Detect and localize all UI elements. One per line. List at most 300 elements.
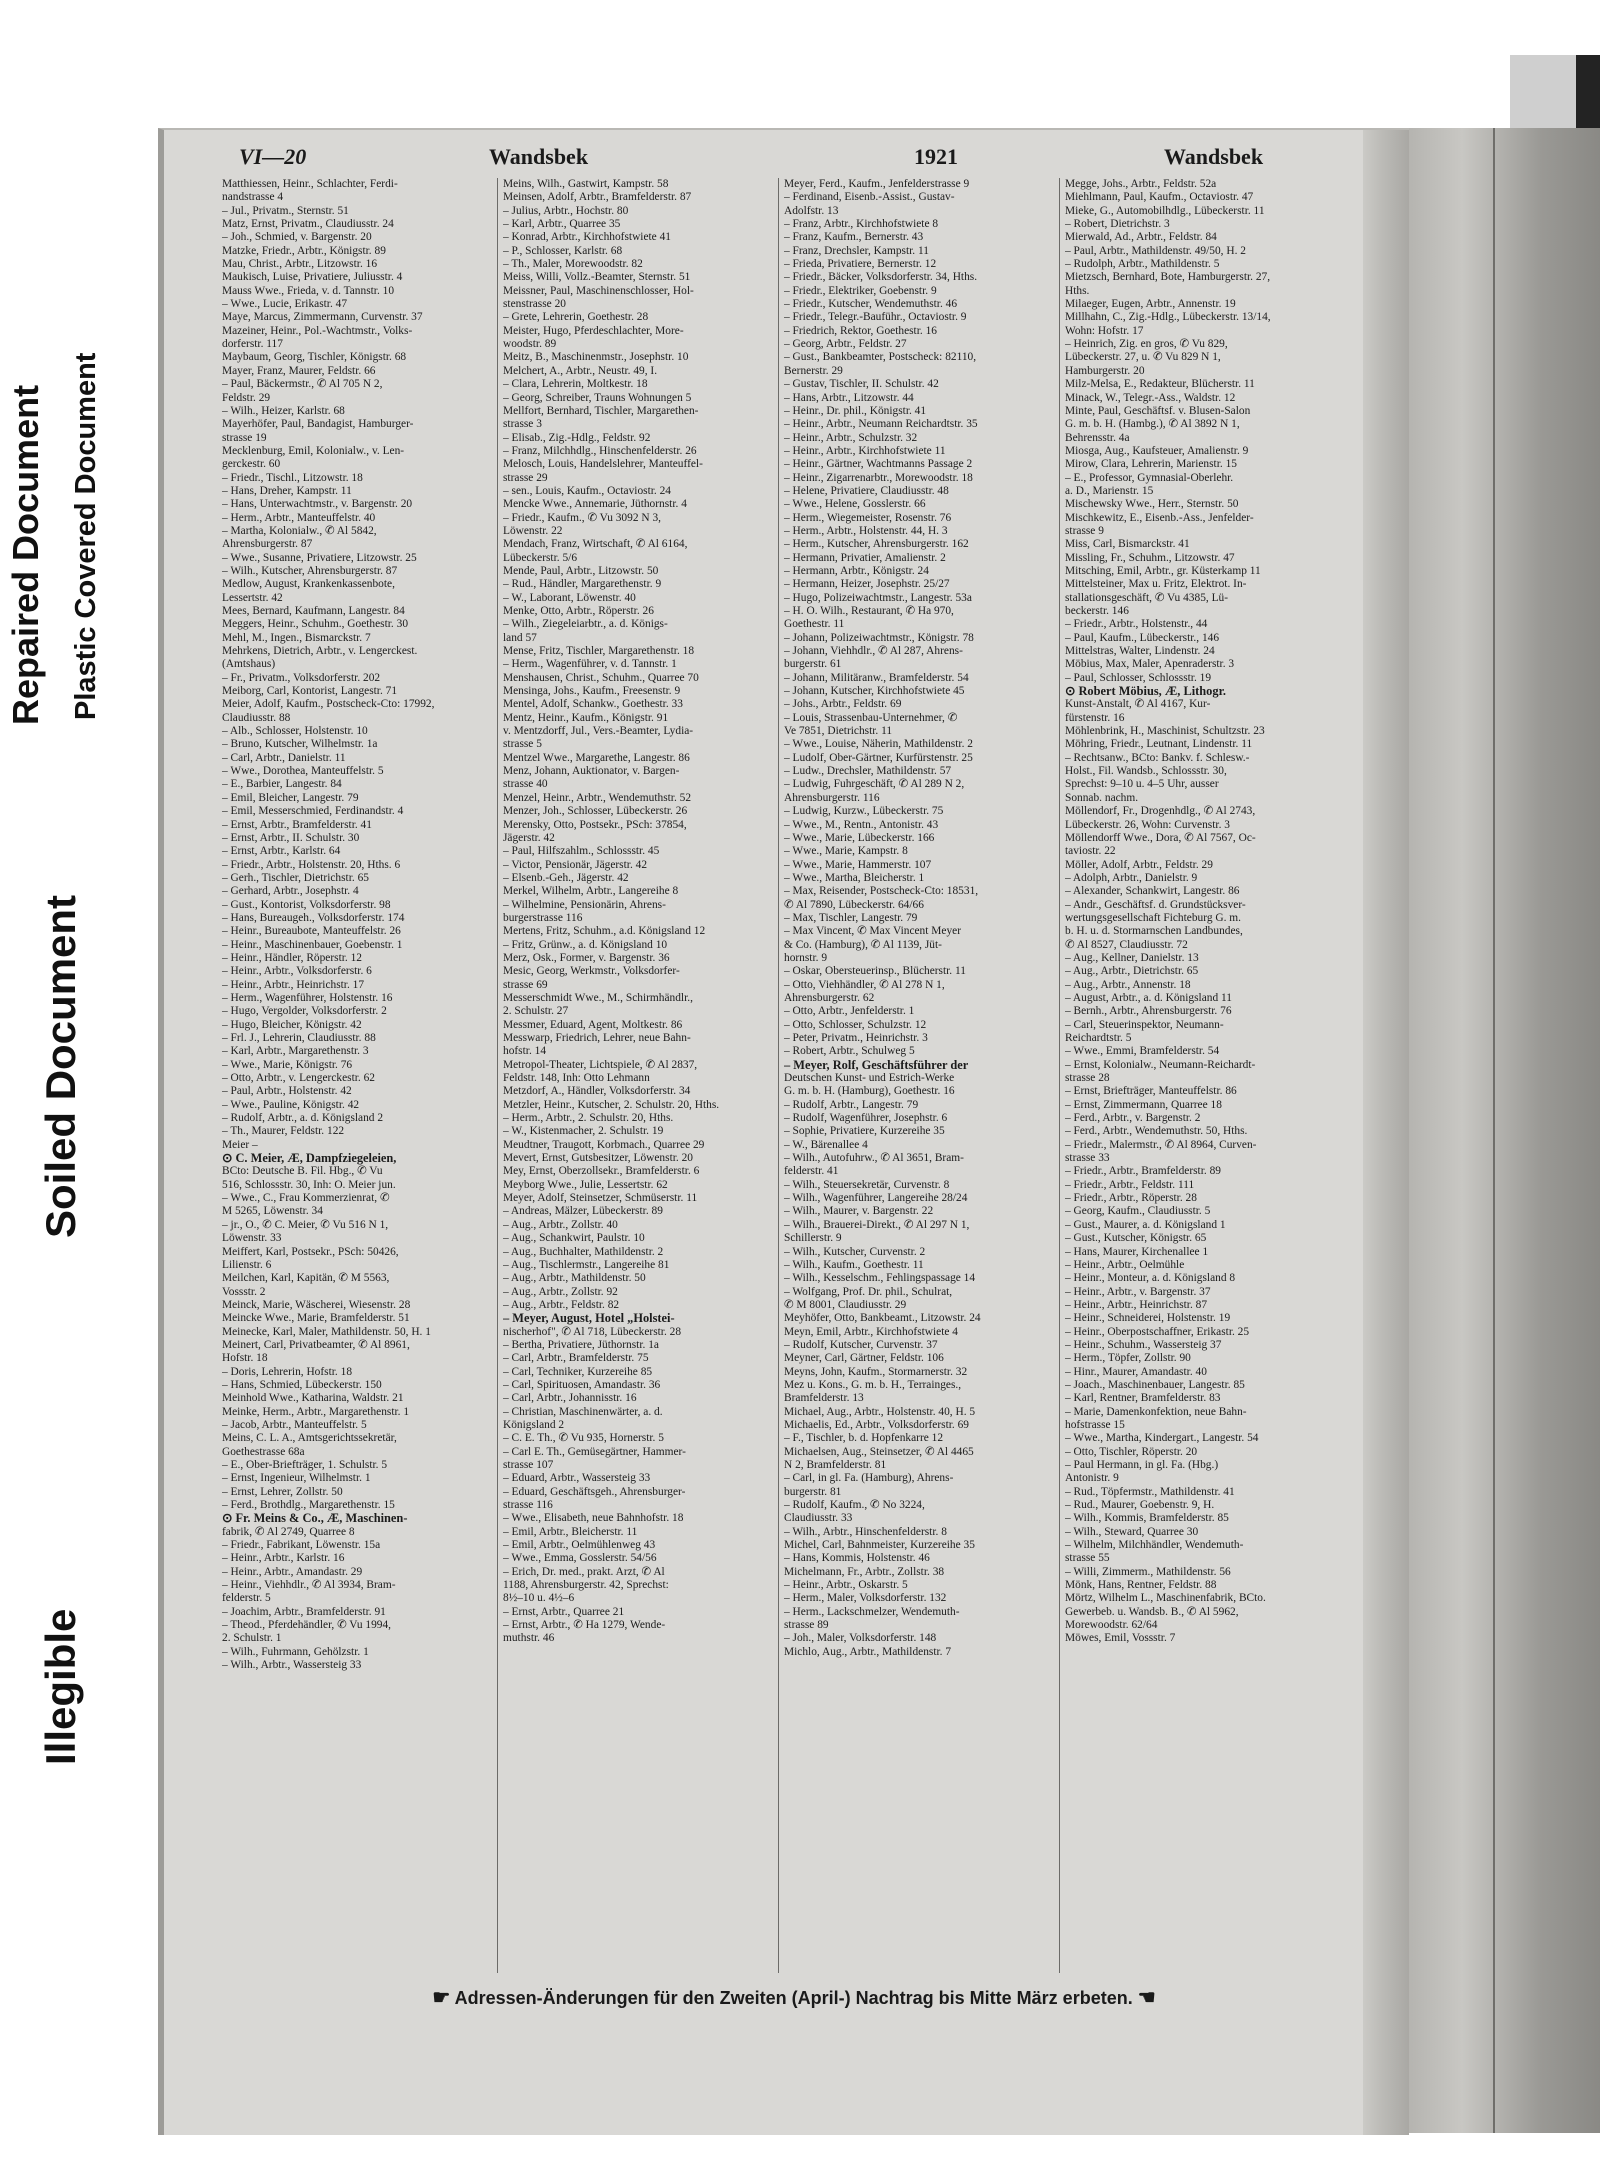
directory-entry-line: – Rechtsanw., BCto: Bankv. f. Schlesw.- bbox=[1065, 751, 1250, 764]
directory-entry-line: – Johann, Militäranw., Bramfelderstr. 54 bbox=[784, 671, 969, 684]
directory-entry-line: – W., Bärenallee 4 bbox=[784, 1138, 868, 1151]
directory-entry-line: – Herm., Maler, Volksdorferstr. 132 bbox=[784, 1592, 947, 1605]
directory-entry-line: – Hans, Kommis, Holstenstr. 46 bbox=[784, 1552, 930, 1565]
directory-entry-line: – Doris, Lehrerin, Hofstr. 18 bbox=[222, 1365, 353, 1378]
directory-entry-line: Meissner, Paul, Maschinenschlosser, Hol- bbox=[503, 284, 694, 297]
directory-entry-line: – Ferd., Arbtr., Wendemuthstr. 50, Hths. bbox=[1065, 1125, 1248, 1138]
directory-column-2 bbox=[503, 178, 771, 1973]
directory-entry-line: – jr., O., ✆ C. Meier, ✆ Vu 516 N 1, bbox=[222, 1218, 389, 1231]
directory-entry-line: – Gerhard, Arbtr., Josephstr. 4 bbox=[222, 885, 359, 898]
directory-entry-line: – Hans, Arbtr., Litzowstr. 44 bbox=[784, 391, 914, 404]
directory-entry-line: – Gust., Kontorist, Volksdorferstr. 98 bbox=[222, 898, 391, 911]
directory-entry-line: – W., Kistenmacher, 2. Schulstr. 19 bbox=[503, 1125, 664, 1138]
directory-entry-line: – Wwe., Marie, Königstr. 76 bbox=[222, 1058, 353, 1071]
directory-entry-line: Meudtner, Traugott, Korbmach., Quarree 29 bbox=[503, 1138, 705, 1151]
directory-entry-line: – W., Laborant, Löwenstr. 40 bbox=[503, 591, 636, 604]
directory-entry-line: Möllendorff Wwe., Dora, ✆ Al 7567, Oc- bbox=[1065, 831, 1256, 844]
directory-entry-line: – P., Schlosser, Karlstr. 68 bbox=[503, 244, 623, 257]
directory-entry-line: – E., Professor, Gymnasial-Oberlehr. bbox=[1065, 471, 1234, 484]
directory-entry-line: ⊙ C. Meier, Æ, Dampfziegeleien, bbox=[222, 1152, 397, 1166]
directory-entry-line: Mentzel Wwe., Margarethe, Langestr. 86 bbox=[503, 751, 690, 764]
directory-entry-line: – Gust., Kutscher, Königstr. 65 bbox=[1065, 1232, 1207, 1245]
directory-entry-line: – Konrad, Arbtr., Kirchhofstwiete 41 bbox=[503, 231, 671, 244]
directory-entry-line: Meins, C. L. A., Amtsgerichtssekretär, bbox=[222, 1432, 397, 1445]
directory-entry-line: Meins, Wilh., Gastwirt, Kampstr. 58 bbox=[503, 178, 669, 190]
directory-entry-line: Melosch, Louis, Handelslehrer, Manteuffel- bbox=[503, 458, 703, 471]
directory-entry-line: Mesic, Georg, Werkmstr., Volksdorfer- bbox=[503, 965, 680, 978]
directory-entry-line: – Ferdinand, Eisenb.-Assist., Gustav- bbox=[784, 191, 955, 204]
directory-entry-line: – Wwe., Susanne, Privatiere, Litzowstr. 25 bbox=[222, 551, 417, 564]
directory-entry-line: Mau, Christ., Arbtr., Litzowstr. 16 bbox=[222, 258, 378, 271]
directory-entry-line: Mönk, Hans, Rentner, Feldstr. 88 bbox=[1065, 1579, 1217, 1592]
directory-entry-line: strasse 19 bbox=[222, 431, 267, 444]
directory-entry-line: Mense, Fritz, Tischler, Margarethenstr. 18 bbox=[503, 645, 695, 658]
directory-entry-line: – Robert, Arbtr., Schulweg 5 bbox=[784, 1045, 915, 1058]
directory-entry-line: Merz, Osk., Former, v. Bargenstr. 36 bbox=[503, 951, 670, 964]
header-place-left: Wandsbek bbox=[489, 144, 589, 169]
column-divider bbox=[1059, 178, 1060, 1973]
directory-entry-line: Meyhöfer, Otto, Bankbeamt., Litzowstr. 24 bbox=[784, 1312, 981, 1325]
directory-entry-line: – Wwe., Marie, Lübeckerstr. 166 bbox=[784, 831, 935, 844]
directory-entry-line: Michaelis, Ed., Arbtr., Volksdorferstr. 69 bbox=[784, 1418, 969, 1431]
directory-entry-line: – Robert, Dietrichstr. 3 bbox=[1065, 218, 1170, 231]
directory-entry-line: – Heinr., Arbtr., Karlstr. 16 bbox=[222, 1552, 345, 1565]
directory-entry-line: – Julius, Arbtr., Hochstr. 80 bbox=[503, 204, 629, 217]
directory-entry-line: BCto: Deutsche B. Fil. Hbg., ✆ Vu bbox=[222, 1165, 383, 1178]
directory-entry-line: – Friedr., Elektriker, Goebenstr. 9 bbox=[784, 284, 937, 297]
directory-entry-line: strasse 40 bbox=[503, 778, 548, 791]
scan-label-illegible: Illegible bbox=[37, 1608, 84, 1765]
directory-entry-line: beckerstr. 146 bbox=[1065, 605, 1129, 617]
directory-entry-line: strasse 55 bbox=[1065, 1552, 1110, 1565]
directory-entry-line: – Heinr., Schuhm., Wassersteig 37 bbox=[1065, 1338, 1222, 1351]
directory-entry-line: – Emil, Arbtr., Bleicherstr. 11 bbox=[503, 1525, 638, 1538]
directory-entry-line: – Franz, Kaufm., Bernerstr. 43 bbox=[784, 231, 924, 244]
directory-entry-line: – Adolph, Arbtr., Danielstr. 9 bbox=[1065, 871, 1198, 884]
directory-entry-line: – Carl, Techniker, Kurzereihe 85 bbox=[503, 1365, 653, 1378]
directory-entry-line: 2. Schulstr. 1 bbox=[222, 1632, 282, 1645]
header-year: 1921 bbox=[914, 144, 958, 169]
directory-entry-line: Goethestr. 11 bbox=[784, 618, 845, 631]
directory-entry-line: – Aug., Arbtr., Zollstr. 40 bbox=[503, 1218, 618, 1231]
directory-entry-line: Maybaum, Georg, Tischler, Königstr. 68 bbox=[222, 351, 407, 364]
scan-label-repaired: Repaired Document bbox=[5, 384, 46, 725]
directory-entry-line: – Rudolf, Kaufm., ✆ No 3224, bbox=[784, 1499, 925, 1512]
directory-entry-line: – Heinr., Arbtr., Oskarstr. 5 bbox=[784, 1579, 908, 1592]
directory-entry-line: – Georg, Schreiber, Trauns Wohnungen 5 bbox=[503, 391, 692, 404]
directory-entry-line: Metzler, Heinr., Kutscher, 2. Schulstr. 20, Hths. bbox=[503, 1098, 720, 1111]
directory-entry-line: Missling, Fr., Schuhm., Litzowstr. 47 bbox=[1065, 551, 1235, 564]
directory-entry-line: burgerstr. 81 bbox=[784, 1485, 842, 1498]
directory-entry-line: (Amtshaus) bbox=[222, 658, 276, 671]
directory-entry-line: Mieke, G., Automobilhdlg., Lübeckerstr. 11 bbox=[1065, 204, 1265, 217]
directory-entry-line: – Otto, Tischler, Röperstr. 20 bbox=[1065, 1445, 1198, 1458]
directory-entry-line: Adolfstr. 13 bbox=[784, 204, 839, 217]
directory-entry-line: Meiborg, Carl, Kontorist, Langestr. 71 bbox=[222, 685, 398, 698]
directory-entry-line: Mayer, Franz, Maurer, Feldstr. 66 bbox=[222, 364, 376, 377]
directory-column-3 bbox=[784, 178, 1052, 1973]
directory-entry-line: – Heinr., Arbtr., Schulzstr. 32 bbox=[784, 431, 918, 444]
directory-entry-line: – Carl, Spirituosen, Amandastr. 36 bbox=[503, 1378, 661, 1391]
directory-entry-line: – Ernst, Arbtr., Quarree 21 bbox=[503, 1605, 625, 1618]
directory-entry-line: – Wilh., Arbtr., Hinschenfelderstr. 8 bbox=[784, 1525, 947, 1538]
directory-entry-line: – Ferd., Arbtr., v. Bargenstr. 2 bbox=[1065, 1112, 1201, 1125]
directory-entry-line: – Fritz, Grünw., a. d. Königsland 10 bbox=[503, 938, 668, 951]
directory-entry-line: Meilchen, Karl, Kapitän, ✆ M 5563, bbox=[222, 1272, 390, 1285]
directory-entry-line: Holst., Fil. Wandsb., Schlossstr. 30, bbox=[1065, 765, 1227, 778]
directory-entry-line: – Georg, Arbtr., Feldstr. 27 bbox=[784, 338, 907, 351]
directory-entry-line: – Friedr., Arbtr., Röperstr. 28 bbox=[1065, 1192, 1197, 1205]
directory-entry-line: Meincke Wwe., Marie, Bramfelderstr. 51 bbox=[222, 1312, 410, 1325]
directory-entry-line: Hofstr. 18 bbox=[222, 1352, 268, 1365]
directory-entry-line: – Friedr., Arbtr., Bramfelderstr. 89 bbox=[1065, 1165, 1221, 1178]
directory-entry-line: Meyn, Emil, Arbtr., Kirchhofstwiete 4 bbox=[784, 1325, 958, 1338]
directory-entry-line: – Joach., Maschinenbauer, Langestr. 85 bbox=[1065, 1378, 1245, 1391]
directory-entry-line: – Wwe., Elisabeth, neue Bahnhofstr. 18 bbox=[503, 1512, 684, 1525]
directory-entry-line: Minack, W., Telegr.-Ass., Waldstr. 12 bbox=[1065, 391, 1236, 404]
book-gutter bbox=[1403, 128, 1600, 2133]
directory-entry-line: – Jacob, Arbtr., Manteuffelstr. 5 bbox=[222, 1418, 367, 1431]
directory-entry-line: – Heinr., Arbtr., Heinrichstr. 17 bbox=[222, 978, 365, 991]
directory-entry-line: – Hans, Bureaugeh., Volksdorferstr. 174 bbox=[222, 911, 405, 924]
directory-entry-line: – Wilh., Autofuhrw., ✆ Al 3651, Bram- bbox=[784, 1152, 964, 1165]
directory-entry-line: – Max, Reisender, Postscheck-Cto: 18531, bbox=[784, 885, 979, 898]
directory-entry-line: woodstr. 89 bbox=[503, 338, 557, 351]
directory-entry-line: strasse 5 bbox=[503, 738, 542, 751]
directory-entry-line: – Grete, Lehrerin, Goethestr. 28 bbox=[503, 311, 649, 324]
directory-entry-line: – Johann, Viehhdlr., ✆ Al 287, Ahrens- bbox=[784, 645, 963, 658]
directory-entry-line: – Johs., Arbtr., Feldstr. 69 bbox=[784, 698, 902, 711]
directory-entry-line: Behrensstr. 4a bbox=[1065, 431, 1130, 444]
directory-entry-line: & Co. (Hamburg), ✆ Al 1139, Jüt- bbox=[784, 938, 942, 951]
directory-entry-line: Millhahn, C., Zig.-Hdlg., Lübeckerstr. 13/14, bbox=[1065, 311, 1271, 324]
directory-entry-line: – Fr., Privatm., Volksdorferstr. 202 bbox=[222, 671, 381, 684]
directory-entry-line: – Oskar, Obersteuerinsp., Blücherstr. 11 bbox=[784, 965, 966, 978]
directory-entry-line: Ahrensburgerstr. 87 bbox=[222, 538, 313, 551]
directory-entry-line: 516, Schlossstr. 30, Inh: O. Meier jun. bbox=[222, 1178, 396, 1191]
directory-entry-line: Merkel, Wilhelm, Arbtr., Langereihe 8 bbox=[503, 885, 679, 898]
directory-entry-line: – Hugo, Vergolder, Volksdorferstr. 2 bbox=[222, 1005, 387, 1018]
directory-entry-line: – Gust., Maurer, a. d. Königsland 1 bbox=[1065, 1218, 1226, 1231]
directory-entry-line: Meinert, Carl, Privatbeamter, ✆ Al 8961, bbox=[222, 1338, 410, 1351]
directory-entry-line: – Paul, Arbtr., Holstenstr. 42 bbox=[222, 1085, 352, 1098]
directory-entry-line: M 5265, Löwenstr. 34 bbox=[222, 1205, 323, 1218]
directory-entry-line: – Wilh., Steward, Quarree 30 bbox=[1065, 1525, 1199, 1538]
directory-entry-line: – Martha, Kolonialw., ✆ Al 5842, bbox=[222, 524, 377, 537]
directory-entry-line: Menz, Johann, Auktionator, v. Bargen- bbox=[503, 765, 680, 778]
directory-entry-line: Reichardtstr. 5 bbox=[1065, 1032, 1132, 1044]
directory-entry-line: – Wwe., Louise, Näherin, Mathildenstr. 2 bbox=[784, 738, 973, 751]
directory-entry-line: – Emil, Arbtr., Oelmühlenweg 43 bbox=[503, 1539, 656, 1552]
directory-entry-line: Mayerhöfer, Paul, Bandagist, Hamburger- bbox=[222, 418, 414, 431]
directory-entry-line: – Friedr., Telegr.-Bauführ., Octaviostr. 9 bbox=[784, 311, 967, 324]
directory-entry-line: – August, Arbtr., a. d. Königsland 11 bbox=[1065, 991, 1232, 1004]
directory-entry-line: – Helene, Privatiere, Claudiusstr. 48 bbox=[784, 484, 949, 497]
directory-entry-line: Morewoodstr. 62/64 bbox=[1065, 1619, 1158, 1632]
directory-entry-line: Maye, Marcus, Zimmermann, Curvenstr. 37 bbox=[222, 311, 423, 324]
directory-entry-line: – Ernst, Ingenieur, Wilhelmstr. 1 bbox=[222, 1472, 371, 1485]
directory-entry-line: Meiss, Willi, Vollz.-Beamter, Sternstr. 51 bbox=[503, 271, 691, 284]
directory-entry-line: – Gust., Bankbeamter, Postscheck: 82110, bbox=[784, 351, 977, 364]
directory-entry-line: Mellfort, Bernhard, Tischler, Margarethen- bbox=[503, 404, 699, 417]
directory-page bbox=[158, 128, 1409, 2135]
directory-entry-line: Feldstr. 29 bbox=[222, 391, 271, 404]
page-footer-notice bbox=[344, 1985, 1244, 2011]
directory-entry-line: Meitz, B., Maschinenmstr., Josephstr. 10 bbox=[503, 351, 689, 364]
directory-entry-line: – Friedr., Arbtr., Feldstr. 111 bbox=[1065, 1178, 1195, 1191]
directory-entry-line: Mittelsteiner, Max u. Fritz, Elektrot. In- bbox=[1065, 578, 1247, 591]
directory-entry-line: Michel, Carl, Bahnmeister, Kurzereihe 35 bbox=[784, 1539, 975, 1552]
directory-entry-line: strasse 29 bbox=[503, 471, 548, 484]
directory-entry-line: – Paul, Kaufm., Lübeckerstr., 146 bbox=[1065, 631, 1220, 644]
directory-entry-line: Goethestrasse 68a bbox=[222, 1445, 305, 1458]
directory-entry-line: Menzel, Heinr., Arbtr., Wendemuthstr. 52 bbox=[503, 791, 692, 804]
directory-entry-line: – Wwe., Emmi, Bramfelderstr. 54 bbox=[1065, 1045, 1220, 1058]
directory-entry-line: – Aug., Arbtr., Zollstr. 92 bbox=[503, 1285, 618, 1298]
directory-entry-line: Bramfelderstr. 13 bbox=[784, 1392, 864, 1405]
directory-entry-line: 2. Schulstr. 27 bbox=[503, 1005, 569, 1018]
directory-entry-line: – Meyer, Rolf, Geschäftsführer der bbox=[784, 1058, 969, 1072]
directory-entry-line: v. Mentzdorff, Jul., Vers.-Beamter, Lydia- bbox=[503, 725, 694, 738]
directory-entry-line: Megge, Johs., Arbtr., Feldstr. 52a bbox=[1065, 178, 1217, 190]
directory-entry-line: felderstr. 41 bbox=[784, 1165, 839, 1178]
page-header bbox=[239, 144, 1329, 174]
directory-entry-line: Meyborg Wwe., Julie, Lessertstr. 62 bbox=[503, 1178, 668, 1191]
directory-entry-line: – Andreas, Mälzer, Lübeckerstr. 89 bbox=[503, 1205, 663, 1218]
directory-entry-line: – Ferd., Brothdlg., Margarethenstr. 15 bbox=[222, 1499, 395, 1512]
directory-entry-line: – Joh., Schmied, v. Bargenstr. 20 bbox=[222, 231, 372, 244]
directory-entry-line: Mischewsky Wwe., Herr., Sternstr. 50 bbox=[1065, 498, 1239, 511]
directory-entry-line: – Victor, Pensionär, Jägerstr. 42 bbox=[503, 858, 648, 871]
directory-entry-line: – Jul., Privatm., Sternstr. 51 bbox=[222, 204, 349, 217]
directory-entry-line: – Th., Maler, Morewoodstr. 82 bbox=[503, 258, 643, 271]
directory-entry-line: – Heinr., Monteur, a. d. Königsland 8 bbox=[1065, 1272, 1236, 1285]
directory-entry-line: Michael, Aug., Arbtr., Holstenstr. 40, H. 5 bbox=[784, 1405, 976, 1418]
directory-entry-line: Michaelsen, Aug., Steinsetzer, ✆ Al 4465 bbox=[784, 1445, 974, 1458]
directory-entry-line: – Th., Maurer, Feldstr. 122 bbox=[222, 1125, 345, 1138]
directory-entry-line: – Frieda, Privatiere, Bernerstr. 12 bbox=[784, 258, 937, 271]
directory-entry-line: – Wilh., Heizer, Karlstr. 68 bbox=[222, 404, 345, 417]
directory-entry-line: – Theod., Pferdehändler, ✆ Vu 1994, bbox=[222, 1619, 392, 1632]
directory-entry-line: – Wilhelm, Milchhändler, Wendemuth- bbox=[1065, 1539, 1244, 1552]
directory-entry-line: Feldstr. 148, Inh: Otto Lehmann bbox=[503, 1072, 650, 1085]
column-divider bbox=[497, 178, 498, 1973]
directory-entry-line: hornstr. 9 bbox=[784, 951, 828, 964]
directory-entry-line: – Wilh., Kutscher, Ahrensburgerstr. 87 bbox=[222, 564, 398, 577]
directory-entry-line: Merensky, Otto, Postsekr., PSch: 37854, bbox=[503, 818, 687, 831]
directory-entry-line: b. H. u. d. Stormarnschen Landbundes, bbox=[1065, 925, 1243, 938]
directory-entry-line: – Wwe., Dorothea, Manteuffelstr. 5 bbox=[222, 765, 384, 778]
directory-entry-line: Sonnab. nachm. bbox=[1065, 791, 1139, 804]
column-divider bbox=[778, 178, 779, 1973]
directory-entry-line: – Rud., Töpfermstr., Mathildenstr. 41 bbox=[1065, 1485, 1235, 1498]
directory-entry-line: Mierwald, Ad., Arbtr., Feldstr. 84 bbox=[1065, 231, 1217, 244]
directory-entry-line: Meyer, Adolf, Steinsetzer, Schmüserstr. 11 bbox=[503, 1192, 698, 1205]
directory-entry-line: – Friedr., Fabrikant, Löwenstr. 15a bbox=[222, 1539, 381, 1552]
directory-entry-line: – Louis, Strassenbau-Unternehmer, ✆ bbox=[784, 711, 958, 724]
directory-entry-line: Mittelstras, Walter, Lindenstr. 24 bbox=[1065, 645, 1215, 658]
directory-entry-line: hofstrasse 15 bbox=[1065, 1418, 1125, 1431]
directory-entry-line: – Heinr., Zigarrenarbtr., Morewoodstr. 18 bbox=[784, 471, 973, 484]
directory-entry-line: strasse 116 bbox=[503, 1499, 553, 1512]
directory-entry-line: G. m. b. H. (Hamburg), Goethestr. 16 bbox=[784, 1085, 955, 1098]
directory-entry-line: Meier – bbox=[222, 1138, 258, 1151]
directory-entry-line: – Herm., Arbtr., Holstenstr. 44, H. 3 bbox=[784, 524, 948, 537]
directory-entry-line: – Erich, Dr. med., prakt. Arzt, ✆ Al bbox=[503, 1565, 665, 1578]
directory-entry-line: ⊙ Robert Möbius, Æ, Lithogr. bbox=[1065, 685, 1227, 699]
directory-entry-line: burgerstr. 61 bbox=[784, 658, 842, 671]
directory-entry-line: – Franz, Arbtr., Kirchhofstwiete 8 bbox=[784, 218, 939, 231]
directory-entry-line: strasse 89 bbox=[784, 1619, 829, 1632]
directory-entry-line: – Wwe., Martha, Bleicherstr. 1 bbox=[784, 871, 925, 884]
directory-entry-line: – Paul, Hilfszahlm., Schlossstr. 45 bbox=[503, 845, 660, 858]
directory-entry-line: Königsland 2 bbox=[503, 1418, 565, 1431]
directory-entry-line: Michlo, Aug., Arbtr., Mathildenstr. 7 bbox=[784, 1645, 952, 1658]
directory-entry-line: strasse 107 bbox=[503, 1459, 554, 1471]
directory-entry-line: – Friedr., Tischl., Litzowstr. 18 bbox=[222, 471, 363, 484]
directory-entry-line: – Karl, Arbtr., Quarree 35 bbox=[503, 218, 621, 231]
directory-entry-line: Claudiusstr. 88 bbox=[222, 711, 291, 724]
directory-entry-line: – Wwe., Emma, Gosslerstr. 54/56 bbox=[503, 1552, 657, 1565]
directory-entry-line: Mentel, Adolf, Schankw., Goethestr. 33 bbox=[503, 698, 683, 711]
directory-entry-line: Meinhold Wwe., Katharina, Waldstr. 21 bbox=[222, 1392, 404, 1405]
directory-entry-line: – Paul, Bäckermstr., ✆ Al 705 N 2, bbox=[222, 378, 383, 391]
directory-entry-line: Matthiessen, Heinr., Schlachter, Ferdi- bbox=[222, 178, 398, 190]
directory-entry-line: Möller, Adolf, Arbtr., Feldstr. 29 bbox=[1065, 858, 1213, 871]
directory-entry-line: strasse 28 bbox=[1065, 1072, 1110, 1085]
directory-entry-line: – Heinr., Maschinenbauer, Goebenstr. 1 bbox=[222, 938, 403, 951]
directory-entry-line: – F., Tischler, b. d. Hopfenkarre 12 bbox=[784, 1432, 944, 1445]
directory-entry-line: – Heinr., Arbtr., Neumann Reichardtstr. 35 bbox=[784, 418, 978, 431]
directory-entry-line: – Hugo, Polizeiwachtmstr., Langestr. 53a bbox=[784, 591, 972, 604]
directory-entry-line: – Heinr., Gärtner, Wachtmanns Passage 2 bbox=[784, 458, 973, 471]
directory-entry-line: – Johann, Polizeiwachtmstr., Königstr. 78 bbox=[784, 631, 974, 644]
directory-entry-line: – Gustav, Tischler, II. Schulstr. 42 bbox=[784, 378, 939, 391]
directory-entry-line: – Ludw., Drechsler, Mathildenstr. 57 bbox=[784, 765, 952, 778]
directory-entry-line: – Aug., Tischlermstr., Langereihe 81 bbox=[503, 1258, 670, 1271]
directory-entry-line: – Wilh., Kutscher, Curvenstr. 2 bbox=[784, 1245, 926, 1258]
directory-entry-line: – Gerh., Tischler, Dietrichstr. 65 bbox=[222, 871, 369, 884]
directory-entry-line: – Aug., Arbtr., Mathildenstr. 50 bbox=[503, 1272, 646, 1285]
directory-entry-line: – Wilh., Arbtr., Wassersteig 33 bbox=[222, 1659, 362, 1672]
directory-entry-line: – Heinr., Arbtr., Kirchhofstwiete 11 bbox=[784, 444, 946, 457]
directory-entry-line: G. m. b. H. (Hambg.), ✆ Al 3892 N 1, bbox=[1065, 418, 1240, 431]
directory-entry-line: ✆ M 8001, Claudiusstr. 29 bbox=[784, 1298, 907, 1311]
directory-entry-line: – Carl, Arbtr., Johannisstr. 16 bbox=[503, 1392, 637, 1405]
directory-entry-line: – Peter, Privatm., Heinrichstr. 3 bbox=[784, 1032, 928, 1044]
directory-entry-line: – Aug., Schankwirt, Paulstr. 10 bbox=[503, 1232, 645, 1245]
directory-entry-line: – Heinr., Arbtr., Oelmühle bbox=[1065, 1258, 1185, 1271]
directory-entry-line: – Paul, Schlosser, Schlossstr. 19 bbox=[1065, 671, 1212, 684]
directory-entry-line: – Heinr., Händler, Röperstr. 12 bbox=[222, 951, 363, 964]
directory-entry-line: – Wwe., Martha, Kindergart., Langestr. 54 bbox=[1065, 1432, 1259, 1445]
directory-entry-line: – Heinrich, Zig. en gros, ✆ Vu 829, bbox=[1065, 338, 1228, 351]
directory-column-1 bbox=[222, 178, 490, 1973]
directory-entry-line: – Alb., Schlosser, Holstenstr. 10 bbox=[222, 725, 368, 738]
directory-entry-line: Metropol-Theater, Lichtspiele, ✆ Al 2837, bbox=[503, 1058, 698, 1071]
directory-entry-line: Möhlenbrink, H., Maschinist, Schultzstr. 23 bbox=[1065, 725, 1265, 738]
directory-entry-line: – Ernst, Arbtr., II. Schulstr. 30 bbox=[222, 831, 360, 844]
directory-entry-line: – Karl, Rentner, Bramfelderstr. 83 bbox=[1065, 1392, 1221, 1405]
directory-entry-line: – Rudolf, Arbtr., a. d. Königsland 2 bbox=[222, 1112, 384, 1125]
directory-entry-line: – Friedr., Bäcker, Volksdorferstr. 34, Hths. bbox=[784, 271, 978, 284]
directory-entry-line: Melchert, A., Arbtr., Neustr. 49, I. bbox=[503, 364, 658, 377]
directory-entry-line: – Wilh., Kesselschm., Fehlingspassage 14 bbox=[784, 1272, 976, 1285]
directory-entry-line: nischerhof", ✆ Al 718, Lübeckerstr. 28 bbox=[503, 1325, 682, 1338]
directory-entry-line: Mensinga, Johs., Kaufm., Freesenstr. 9 bbox=[503, 685, 681, 698]
directory-entry-line: Claudiusstr. 33 bbox=[784, 1512, 853, 1525]
directory-entry-line: – Heinr., Schneiderei, Holstenstr. 19 bbox=[1065, 1312, 1231, 1325]
directory-entry-line: – Aug., Kellner, Danielstr. 13 bbox=[1065, 951, 1199, 964]
directory-entry-line: – Paul Hermann, in gl. Fa. (Hbg.) bbox=[1065, 1459, 1219, 1471]
directory-entry-line: strasse 3 bbox=[503, 418, 542, 431]
directory-entry-line: Meinke, Herm., Arbtr., Margarethenstr. 1 bbox=[222, 1405, 410, 1418]
directory-entry-line: Mees, Bernard, Kaufmann, Langestr. 84 bbox=[222, 605, 405, 617]
directory-entry-line: – Paul, Arbtr., Mathildenstr. 49/50, H. 2 bbox=[1065, 244, 1246, 257]
directory-entry-line: – Ernst, Kolonialw., Neumann-Reichardt- bbox=[1065, 1058, 1256, 1071]
directory-entry-line: Menzer, Joh., Schlosser, Lübeckerstr. 26 bbox=[503, 805, 688, 818]
directory-entry-line: Lessertstr. 42 bbox=[222, 591, 283, 604]
directory-entry-line: – Ernst, Arbtr., Bramfelderstr. 41 bbox=[222, 818, 372, 831]
directory-entry-line: Mehrkens, Dietrich, Arbtr., v. Lengerckest. bbox=[222, 645, 418, 658]
directory-entry-line: – Rud., Maurer, Goebenstr. 9, H. bbox=[1065, 1499, 1215, 1512]
directory-entry-line: – Hans, Unterwachtmstr., v. Bargenstr. 20 bbox=[222, 498, 413, 511]
directory-entry-line: – Joh., Maler, Volksdorferstr. 148 bbox=[784, 1632, 937, 1645]
directory-entry-line: ✆ Al 8527, Claudiusstr. 72 bbox=[1065, 938, 1188, 951]
directory-entry-line: – Heinr., Dr. phil., Königstr. 41 bbox=[784, 404, 927, 417]
pointing-hand-icon: ☛ bbox=[432, 1987, 451, 2009]
directory-entry-line: muthstr. 46 bbox=[503, 1632, 555, 1645]
directory-entry-line: Medlow, August, Krankenkassenbote, bbox=[222, 578, 395, 591]
scan-label-soiled: Soiled Document bbox=[37, 894, 84, 1238]
directory-entry-line: – Rudolph, Arbtr., Mathildenstr. 5 bbox=[1065, 258, 1220, 271]
directory-entry-line: – Ernst, Lehrer, Zollstr. 50 bbox=[222, 1485, 343, 1498]
directory-entry-line: Möhring, Friedr., Leutnant, Lindenstr. 11 bbox=[1065, 738, 1253, 751]
directory-entry-line: – Ernst, Arbtr., Karlstr. 64 bbox=[222, 845, 341, 858]
directory-entry-line: – Friedr., Malermstr., ✆ Al 8964, Curven- bbox=[1065, 1138, 1257, 1151]
directory-entry-line: – Hans, Dreher, Kampstr. 11 bbox=[222, 484, 352, 497]
directory-entry-line: – Wilh., Brauerei-Direkt., ✆ Al 297 N 1, bbox=[784, 1218, 970, 1231]
directory-entry-line: – Otto, Arbtr., v. Lengerckestr. 62 bbox=[222, 1072, 376, 1085]
directory-entry-line: Mencke Wwe., Annemarie, Jüthornstr. 4 bbox=[503, 498, 687, 511]
directory-entry-line: – Wolfgang, Prof. Dr. phil., Schulrat, bbox=[784, 1285, 953, 1298]
directory-entry-line: – Sophie, Privatiere, Kurzereihe 35 bbox=[784, 1125, 945, 1138]
directory-entry-line: – Heinr., Oberpostschaffner, Erikastr. 25 bbox=[1065, 1325, 1250, 1338]
directory-entry-line: 8½–10 u. 4½–6 bbox=[503, 1592, 575, 1605]
page-number: VI—20 bbox=[239, 144, 307, 169]
directory-entry-line: ⊙ Fr. Meins & Co., Æ, Maschinen- bbox=[222, 1512, 408, 1526]
directory-entry-line: – Friedr., Kutscher, Wendemuthstr. 46 bbox=[784, 298, 958, 311]
directory-entry-line: a. D., Marienstr. 15 bbox=[1065, 484, 1154, 497]
directory-entry-line: Hths. bbox=[1065, 284, 1090, 297]
directory-entry-line: Mehl, M., Ingen., Bismarckstr. 7 bbox=[222, 631, 371, 644]
directory-entry-line: Miehlmann, Paul, Kaufm., Octaviostr. 47 bbox=[1065, 191, 1254, 204]
directory-entry-line: – Friedr., Kaufm., ✆ Vu 3092 N 3, bbox=[503, 511, 661, 524]
directory-entry-line: – Wilh., Fuhrmann, Gehölzstr. 1 bbox=[222, 1645, 369, 1658]
directory-entry-line: Wohn: Hofstr. 17 bbox=[1065, 324, 1144, 337]
directory-entry-line: Michelmann, Fr., Arbtr., Zollstr. 38 bbox=[784, 1565, 945, 1578]
directory-entry-line: – Max Vincent, ✆ Max Vincent Meyer bbox=[784, 925, 961, 938]
directory-entry-line: dorferstr. 117 bbox=[222, 338, 283, 351]
directory-entry-line: – Wilh., Kaufm., Goethestr. 11 bbox=[784, 1258, 924, 1271]
directory-entry-line: – Joachim, Arbtr., Bramfelderstr. 91 bbox=[222, 1605, 386, 1618]
directory-entry-line: – Karl, Arbtr., Margarethenstr. 3 bbox=[222, 1045, 369, 1058]
directory-entry-line: Lübeckerstr. 26, Wohn: Curvenstr. 3 bbox=[1065, 818, 1230, 831]
directory-entry-line: – Johann, Kutscher, Kirchhofstwiete 45 bbox=[784, 685, 965, 698]
directory-entry-line: Matzke, Friedr., Arbtr., Königstr. 89 bbox=[222, 244, 386, 257]
directory-column-4 bbox=[1065, 178, 1333, 1973]
directory-entry-line: – Herm., Arbtr., 2. Schulstr. 20, Hths. bbox=[503, 1112, 674, 1125]
